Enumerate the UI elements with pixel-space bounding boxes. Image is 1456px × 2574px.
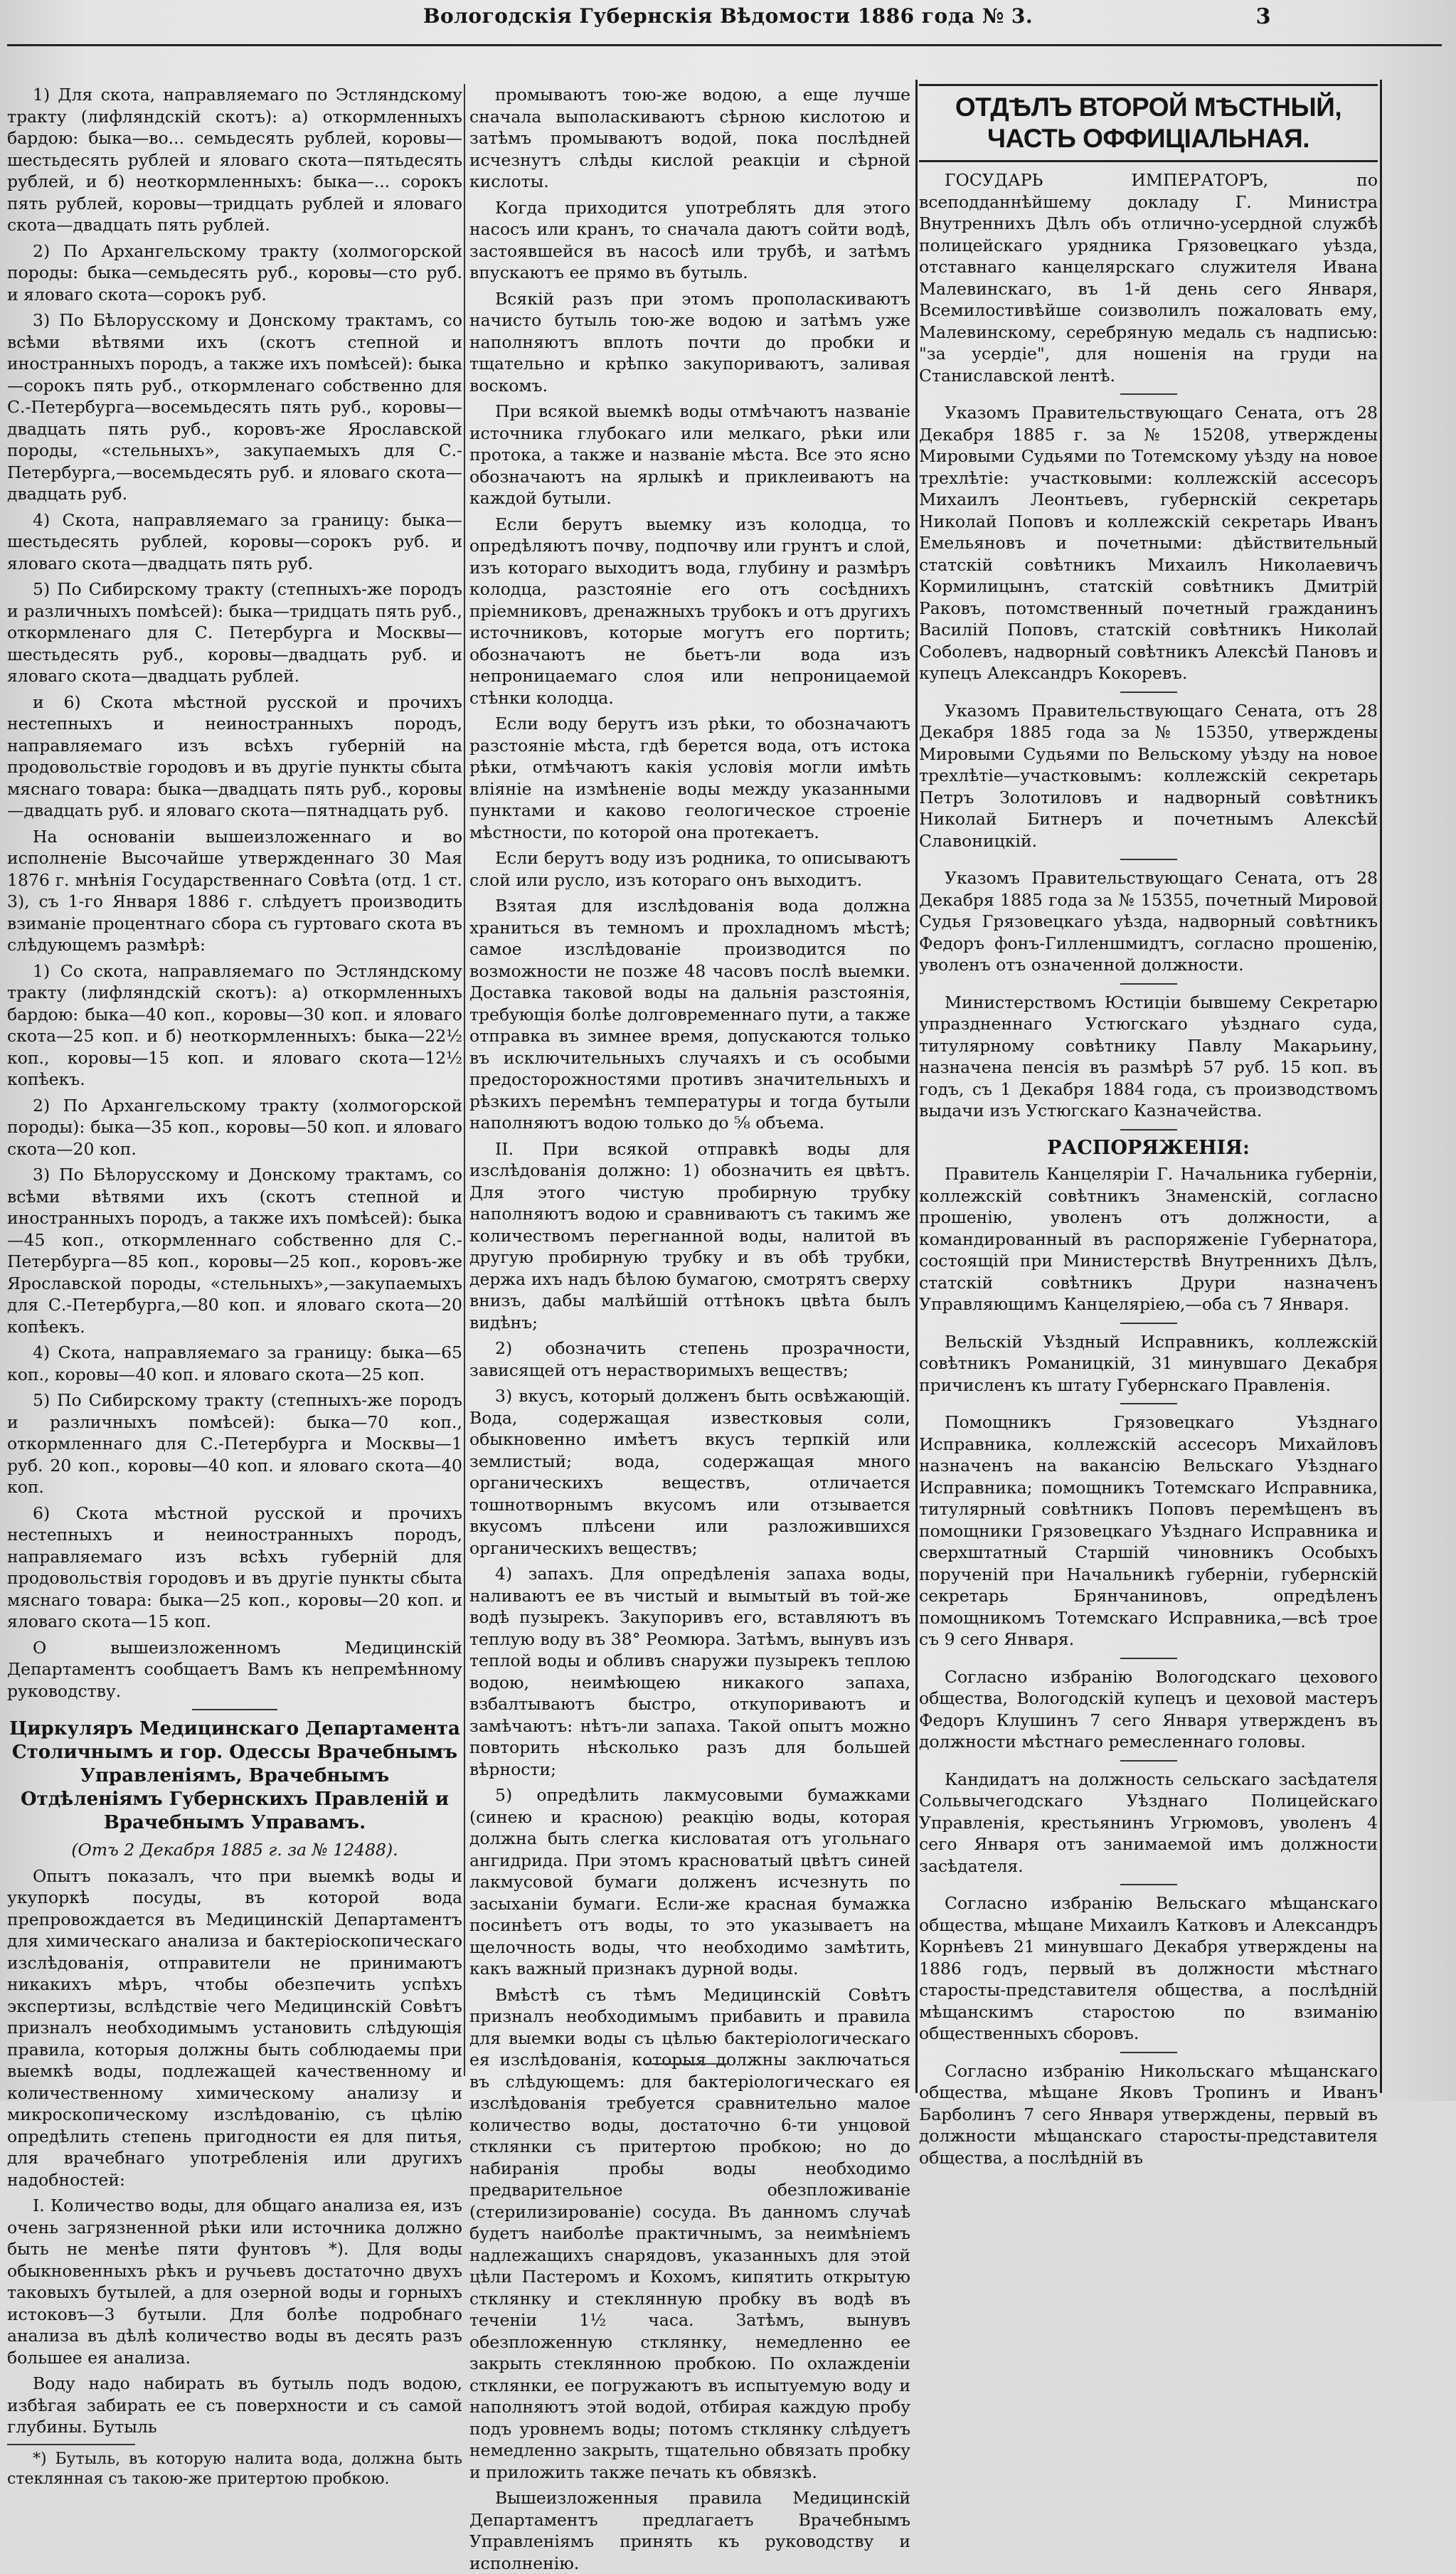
separator [1120,692,1177,693]
paragraph: Когда приходится употреблять для этого насосъ или кранъ, то сначала даютъ сойти водѣ, застоявшейся въ насосѣ или трубѣ, и затѣмъ впускаютъ ее прямо въ бутыль. [469,197,910,282]
paragraph: II. При всякой отправкѣ воды для изслѣдованія должно: 1) обозначить ея цвѣтъ. Для этого чистую пробирную трубку наполняютъ водою и сравниваютъ съ такимъ же количествомъ перегнанной воды, налитой въ другую пробирную трубку и въ обѣ трубки, держа ихъ надъ бѣлою бумагою, смотрятъ сверху внизъ, дабы малѣйшій оттѣнокъ цвѣта былъ видѣнъ; [469,1138,910,1333]
paragraph: Указомъ Правительствующаго Сената, отъ 28 Декабря 1885 года за № 15355, почетный Мировой Судья Грязовецкаго уѣзда, надворный совѣтникъ Федоръ фонъ-Гилленшмидтъ, согласно прошенію, уволенъ отъ означенной должности. [919,868,1378,975]
paragraph: На основаніи вышеизложеннаго и во исполненіе Высочайше утвержденнаго 30 Мая 1876 г. мнѣнія Государственнаго Совѣта (отд. 1 ст. 3), съ 1-го Января 1886 г. слѣдуетъ производить взиманіе процентнаго сбора съ гуртоваго скота въ слѣдующемъ размѣрѣ: [7,826,462,955]
separator [192,1709,277,1710]
paragraph: 4) Скота, направляемаго за границу: быка—65 коп., коровы—40 коп. и яловаго скота—25 коп. [7,1342,462,1384]
paragraph: Министерствомъ Юстиціи бывшему Секретарю упраздненнаго Устюгскаго уѣзднаго суда, титулярному совѣтнику Павлу Макарьину, назначена пенсія въ размѣрѣ 57 руб. 15 коп. въ годъ, съ 1 Декабря 1884 года, съ производствомъ выдачи изъ Устюгскаго Казначейства. [919,992,1378,1121]
paragraph: 2) По Архангельскому тракту (холмогорской породы): быка—35 коп., коровы—50 коп. и яловаго скота—20 коп. [7,1095,462,1159]
paragraph: 5) По Сибирскому тракту (степныхъ-же породъ и различныхъ помѣсей): быка—70 коп., откормленнаго для С.-Петербурга и Москвы—1 руб. 20 коп., коровы—40 коп. и яловаго скота—40 коп. [7,1390,462,1497]
paragraph: Правитель Канцеляріи Г. Начальника губерніи, коллежскій совѣтникъ Знаменскій, согласно прошенію, уволенъ отъ должности, а командированный въ распоряженіе Губернатора, состоящій при Министерствѣ Внутреннихъ Дѣлъ, статскій совѣтникъ Друри назначенъ Управляющимъ Канцеляріею,—оба съ 7 Января. [919,1164,1378,1314]
paragraph: ГОСУДАРЬ ИМПЕРАТОРЪ, по всеподданнѣйшему докладу Г. Министра Внутреннихъ Дѣлъ объ отлично-усердной службѣ полицейскаго урядника Грязовецкаго уѣзда, отставнаго канцелярскаго служителя Ивана Малевинскаго, въ 1-й день сего Января, Всемилостивѣйше соизволилъ пожаловать ему, Малевинскому, серебряную медаль съ надписью: "за усердіе", для ношенія на груди на Станиславской лентѣ. [919,170,1378,386]
paragraph: 3) По Бѣлорусскому и Донскому трактамъ, со всѣми вѣтвями ихъ (скотъ степной и иностранныхъ породъ, а также ихъ помѣсей): быка—45 коп., откормленнаго собственно для С.-Петербурга—85 коп., коровы—25 коп., коровъ-же Ярославской породы, «стельныхъ»,—закупаемыхъ для С.-Петербурга,—80 коп. и яловаго скота—20 копѣекъ. [7,1165,462,1337]
bottom-rule [644,2063,729,2065]
paragraph: Согласно избранію Никольскаго мѣщанскаго общества, мѣщане Яковъ Тропинъ и Иванъ Барболинъ 7 сего Января утверждены, первый въ должности мѣщанскаго старосты-представителя общества, а послѣдній въ [919,2060,1378,2168]
paragraph: Указомъ Правительствующаго Сената, отъ 28 Декабря 1885 года за № 15350, утверждены Мировыми Судьями по Вельскому уѣзду на новое трехлѣтіе—участковымъ: коллежскій секретарь Петръ Золотиловъ и надворный совѣтникъ Николай Битнеръ и почетнымъ Алексѣй Славоницкій. [919,700,1378,851]
paragraph: Если берутъ выемку изъ колодца, то опредѣляютъ почву, подпочву или грунтъ и слой, изъ котораго выходитъ вода, глубину и размѣръ колодца, разстояніе его отъ сосѣднихъ пріемниковъ, дренажныхъ трубокъ и отъ другихъ источниковъ, которые могутъ его портить; обозначаютъ не бьетъ-ли вода изъ непроницаемаго слоя или непроницаемой стѣнки колодца. [469,514,910,708]
paragraph: Воду надо набирать въ бутыль подъ водою, избѣгая забирать ее съ поверхности и съ самой глубины. Бутыль [7,2373,462,2437]
paragraph: При всякой выемкѣ воды отмѣчаютъ названіе источника глубокаго или мелкаго, рѣки или протока, а также и названіе мѣста. Все это ясно обозначаютъ на ярлыкѣ и приклеиваютъ на каждой бутыли. [469,401,910,508]
paragraph: 3) вкусъ, который долженъ быть освѣжающій. Вода, содержащая известковыя соли, обыкновенно имѣетъ вкусъ терпкій или землистый; вода, содержащая много органическихъ веществъ, отличается тошнотворнымъ вкусомъ или отзывается вкусомъ плѣсени или разложившихся органическихъ веществъ; [469,1386,910,1558]
section-title: ОТДѢЛЪ ВТОРОЙ МѢСТНЫЙ, ЧАСТЬ ОФФИЦІАЛЬНАЯ. [919,84,1378,162]
page-header [0,4,1456,38]
paragraph: 5) По Сибирскому тракту (степныхъ-же породъ и различныхъ помѣсей): быка—тридцать пять руб., откормленаго для С. Петербурга и Москвы—шестьдесять руб., коровы—двадцать руб. и яловаго скота—двадцать рублей. [7,579,462,686]
paragraph: Кандидатъ на должность сельскаго засѣдателя Сольвычегодскаго Уѣзднаго Полицейскаго Управленія, крестьянинъ Угрюмовъ, уволенъ 4 сего Января отъ занимаемой имъ должности засѣдателя. [919,1769,1378,1876]
paragraph: 4) Скота, направляемаго за границу: быка—шестьдесять рублей, коровы—сорокъ руб. и яловаго скота—двадцать пять руб. [7,509,462,573]
paragraph: 2) обозначить степень прозрачности, зависящей отъ нерастворимыхъ веществъ; [469,1338,910,1380]
circular-date: (Отъ 2 Декабря 1885 г. за № 12488). [71,1840,398,1860]
paragraph: 2) По Архангельскому тракту (холмогорской породы: быка—семьдесять руб., коровы—сто руб. и яловаго скота—сорокъ руб. [7,240,462,304]
column-3 [919,84,1378,2168]
paragraph: промываютъ тою-же водою, а еще лучше сначала выполаскиваютъ сѣрною кислотою и затѣмъ промываютъ водой, пока послѣдней исчезнутъ слѣды кислой реакціи и сѣрной кислоты. [469,85,910,191]
footnote: *) Бутыль, въ которую налита вода, должна быть стеклянная съ такою-же притертою пробкою. [7,2449,462,2488]
paragraph: 3) По Бѣлорусскому и Донскому трактамъ, со всѣми вѣтвями ихъ (скотъ степной и иностранныхъ породъ, а также ихъ помѣсей): быка—сорокъ пять руб., откормленаго собственно для С.-Петербурга—восемьдесять пять руб., коровы—двадцать пять руб., коровъ-же Ярославской породы, «стельныхъ», закупаемыхъ для С.-Петербурга,—восемьдесять руб. и яловаго скота—двадцать руб. [7,310,462,504]
paragraph: Вышеизложенныя правила Медицинскій Департаментъ предлагаетъ Врачебнымъ Управленіямъ принять къ руководству и исполненію. [469,2488,910,2573]
paragraph: О вышеизложенномъ Медицинскій Департаментъ сообщаетъ Вамъ къ непремѣнному руководству. [7,1637,462,1701]
paragraph: 1) Для скота, направляемаго по Эстляндскому тракту (лифляндскій скотъ): а) откормленныхъ бардою: быка—во... семьдесять рублей, коровы—шестьдесять рублей и яловаго скота—пятьдесять рублей, и б) неоткормленныхъ: быка—... сорокъ пять рублей, коровы—тридцать рублей и яловаго скота—двадцать пять рублей. [7,85,462,235]
paragraph: Согласно избранію Вельскаго мѣщанскаго общества, мѣщане Михаилъ Катковъ и Александръ Корнѣевъ 21 минувшаго Декабря утверждены на 1886 годъ, первый въ должности мѣстнаго старосты-представителя общества, а послѣдній мѣщанскимъ старостою по взиманію общественныхъ сборовъ. [919,1893,1378,2043]
header-title: Вологодскія Губернскія Вѣдомости 1886 года № 3. [423,4,1033,28]
paragraph: 6) Скота мѣстной русской и прочихъ нестепныхъ и неиностранныхъ породъ, направляемаго изъ всѣхъ губерній для продовольствія городовъ и въ другіе пункты сбыта мяснаго товара: быка—25 коп., коровы—20 коп. и яловаго скота—15 коп. [7,1503,462,1631]
paragraph: I. Количество воды, для общаго анализа ея, изъ очень загрязненной рѣки или источника должно быть не менѣе пяти фунтовъ *). Для воды обыкновенныхъ рѣкъ и ручьевъ достаточно двухъ таковыхъ бутылей, а для озерной воды и горныхъ истоковъ—3 бутыли. Для болѣе подробнаго анализа въ дѣлѣ количество воды въ десять разъ большее ея анализа. [7,2196,462,2368]
paragraph: Если воду берутъ изъ рѣки, то обозначаютъ разстояніе мѣста, гдѣ берется вода, отъ истока рѣки, отмѣчаютъ какія условія могли имѣть вліяніе на измѣненіе воды между указанными пунктами и каково геологическое строеніе мѣстности, по которой она протекаетъ. [469,714,910,842]
paragraph: Взятая для изслѣдованія вода должна храниться въ темномъ и прохладномъ мѣстѣ; самое изслѣдованіе производится по возможности не позже 48 часовъ послѣ выемки. Доставка таковой воды на дальнія разстоянія, требующія болѣе долговременнаго пути, а также отправка въ зимнее время, допускаются только въ исключительныхъ случаяхъ и съ особыми предосторожностями противъ значительныхъ и рѣзкихъ перемѣнъ температуры и тогда бутыли наполняютъ водою только до ⅝ объема. [469,896,910,1133]
separator [1120,1884,1177,1885]
paragraph: 1) Со скота, направляемаго по Эстляндскому тракту (лифляндскій скотъ): а) откормленныхъ бардою: быка—40 коп., коровы—30 коп. и яловаго скота—25 коп. и б) неоткормленныхъ: быка—22½ коп., коровы—15 коп. и яловаго скота—12½ копѣекъ. [7,960,462,1089]
separator [1120,2052,1177,2053]
separator [1120,1129,1177,1130]
column-divider-1 [464,84,465,2076]
paragraph: Помощникъ Грязовецкаго Уѣзднаго Исправника, коллежскій ассесоръ Михайловъ назначенъ на вакансію Вельскаго Уѣзднаго Исправника; помощникъ Тотемскаго Исправника, титулярный совѣтникъ Поповъ перемѣщенъ въ помощники Грязовецкаго Уѣзднаго Исправника и сверхштатный Старшій чиновникъ Особыхъ порученій при Начальникѣ губерніи, губернскій секретарь Брянчаниновъ, опредѣленъ помощникомъ Тотемскаго Исправника,—всѣ трое съ 9 сего Января. [919,1412,1378,1649]
paragraph: Указомъ Правительствующаго Сената, отъ 28 Декабря 1885 г. за № 15208, утверждены Мировыми Судьями по Тотемскому уѣзду на новое трехлѣтіе: участковыми: коллежскій ассесоръ Михаилъ Леонтьевъ, губернскій секретарь Николай Поповъ и коллежскій секретарь Иванъ Емельяновъ и почетными: дѣйствительный статскій совѣтникъ Михаилъ Николаевичъ Кормилицынъ, статскій совѣтникъ Дмитрій Раковъ, потомственный почетный гражданинъ Василій Поповъ, статскій совѣтникъ Николай Соболевъ, надворный совѣтникъ Алексѣй Пановъ и купецъ Александръ Кокоревъ. [919,403,1378,683]
paragraph: Если берутъ воду изъ родника, то описываютъ слой или русло, изъ котораго онъ выходитъ. [469,848,910,890]
column-2 [469,84,910,2573]
paragraph: и 6) Скота мѣстной русской и прочихъ нестепныхъ и неиностранныхъ породъ, направляемаго изъ всѣхъ губерній на продовольствіе городовъ и въ другіе пункты сбыта мяснаго товара: быка—двадцать пять руб., коровы—двадцать руб. и яловаго скота—пятнадцать руб. [7,692,462,820]
paragraph: 5) опредѣлить лакмусовыми бумажками (синею и красною) реакцію воды, которая должна быть слегка кисловатая отъ угольнаго ангидрида. При этомъ красноватый цвѣтъ синей лакмусовой бумаги долженъ исчезнуть по засыханіи бумаги. Если-же красная бумажка посинѣетъ отъ воды, то это указываетъ на щелочность воды, что необходимо замѣтить, какъ важный признакъ дурной воды. [469,1785,910,1979]
separator [1120,1323,1177,1324]
paragraph: Согласно избранію Вологодскаго цехового общества, Вологодскій купецъ и цеховой мастеръ Федоръ Клушинъ 7 сего Января утвержденъ въ должности мѣстнаго ремесленнаго головы. [919,1666,1378,1752]
column-1 [7,84,462,2488]
separator [1120,1760,1177,1762]
header-rule [7,44,1442,46]
separator [1120,859,1177,860]
paragraph: Всякій разъ при этомъ прополаскиваютъ начисто бутыль тою-же водою и затѣмъ уже наполняютъ вплоть почти до пробки и тщательно и крѣпко закупориваютъ, заливая воскомъ. [469,288,910,396]
separator [1120,1658,1177,1659]
paragraph: Опытъ показалъ, что при выемкѣ воды и укупоркѣ посуды, въ которой вода препровождается въ Медицинскій Департаментъ для химическаго анализа и бактеріоскопическаго изслѣдованія, отправители не принимаютъ никакихъ мѣръ, чтобы обезпечить успѣхъ экспертизы, вслѣдствіе чего Медицинскій Совѣтъ призналъ необходимымъ установить слѣдующія правила, которыя должны быть соблюдаемы при выемкѣ воды, подлежащей качественному и количественному химическому анализу и микроскопическому изслѣдованію, съ цѣлію опредѣлить степень пригодности ея для питья, для врачебнаго употребленія или другихъ надобностей: [7,1865,462,2190]
separator [1120,1403,1177,1404]
separator [1120,983,1177,985]
paragraph: Вмѣстѣ съ тѣмъ Медицинскій Совѣтъ призналъ необходимымъ прибавить и правила для выемки воды съ цѣлью бактеріологическаго ея изслѣдованія, которыя должны заключаться въ слѣдующемъ: для бактеріологическаго ея изслѣдованія требуется сравнительно малое количество воды, достаточно 6-ти унцовой стклянки съ притертою пробкою; но до набиранія пробы воды необходимо предварительное обезпложиваніе (стерилизированіе) сосуда. Въ данномъ случаѣ будетъ наиболѣе практичнымъ, за неимѣніемъ надлежащихъ снарядовъ, указанныхъ для этой цѣли Пастеромъ и Кохомъ, кипятить открытую стклянку и стеклянную пробку въ водѣ въ теченіи 1½ часа. Затѣмъ, вынувъ обезпложенную стклянку, немедленно ее закрыть стеклянною пробкою. По охлажденіи стклянки, ее погружаютъ въ испытуемую воду и наполняютъ этой водой, отбирая каждую пробу подъ уровнемъ воды; потомъ стклянку слѣдуетъ немедленно закрыть, тщательно обвязать пробку и приложить также печать къ обвязкѣ. [469,1984,910,2482]
paragraph: Вельскій Уѣздный Исправникъ, коллежскій совѣтникъ Романицкій, 31 минувшаго Декабря причисленъ къ штату Губернскаго Правленія. [919,1331,1378,1395]
orders-title: РАСПОРЯЖЕНІЯ: [1047,1136,1250,1159]
footnote-rule [7,2444,135,2445]
page-number: 3 [1255,4,1271,29]
separator [1120,393,1177,395]
paragraph: 4) запахъ. Для опредѣленія запаха воды, наливаютъ ее въ чистый и вымытый въ той-же водѣ пузырекъ. Закупоривъ его, вставляютъ въ теплую воду въ 38° Реомюра. Затѣмъ, вынувъ изъ теплой воды и обливъ снаружи пузырекъ теплою водою, неимѣющею никакого запаха, взбалтываютъ быстро, откупориваютъ и замѣчаютъ: нѣтъ-ли запаха. Такой опытъ можно повторить нѣсколько разъ для большей вѣрности; [469,1564,910,1779]
circular-title: Циркуляръ Медицинскаго Департамента Столичнымъ и гор. Одессы Врачебнымъ Управленіямъ, Врачебнымъ Отдѣленіямъ Губернскихъ Правленій и Врачебнымъ Управамъ. [9,1718,460,1833]
